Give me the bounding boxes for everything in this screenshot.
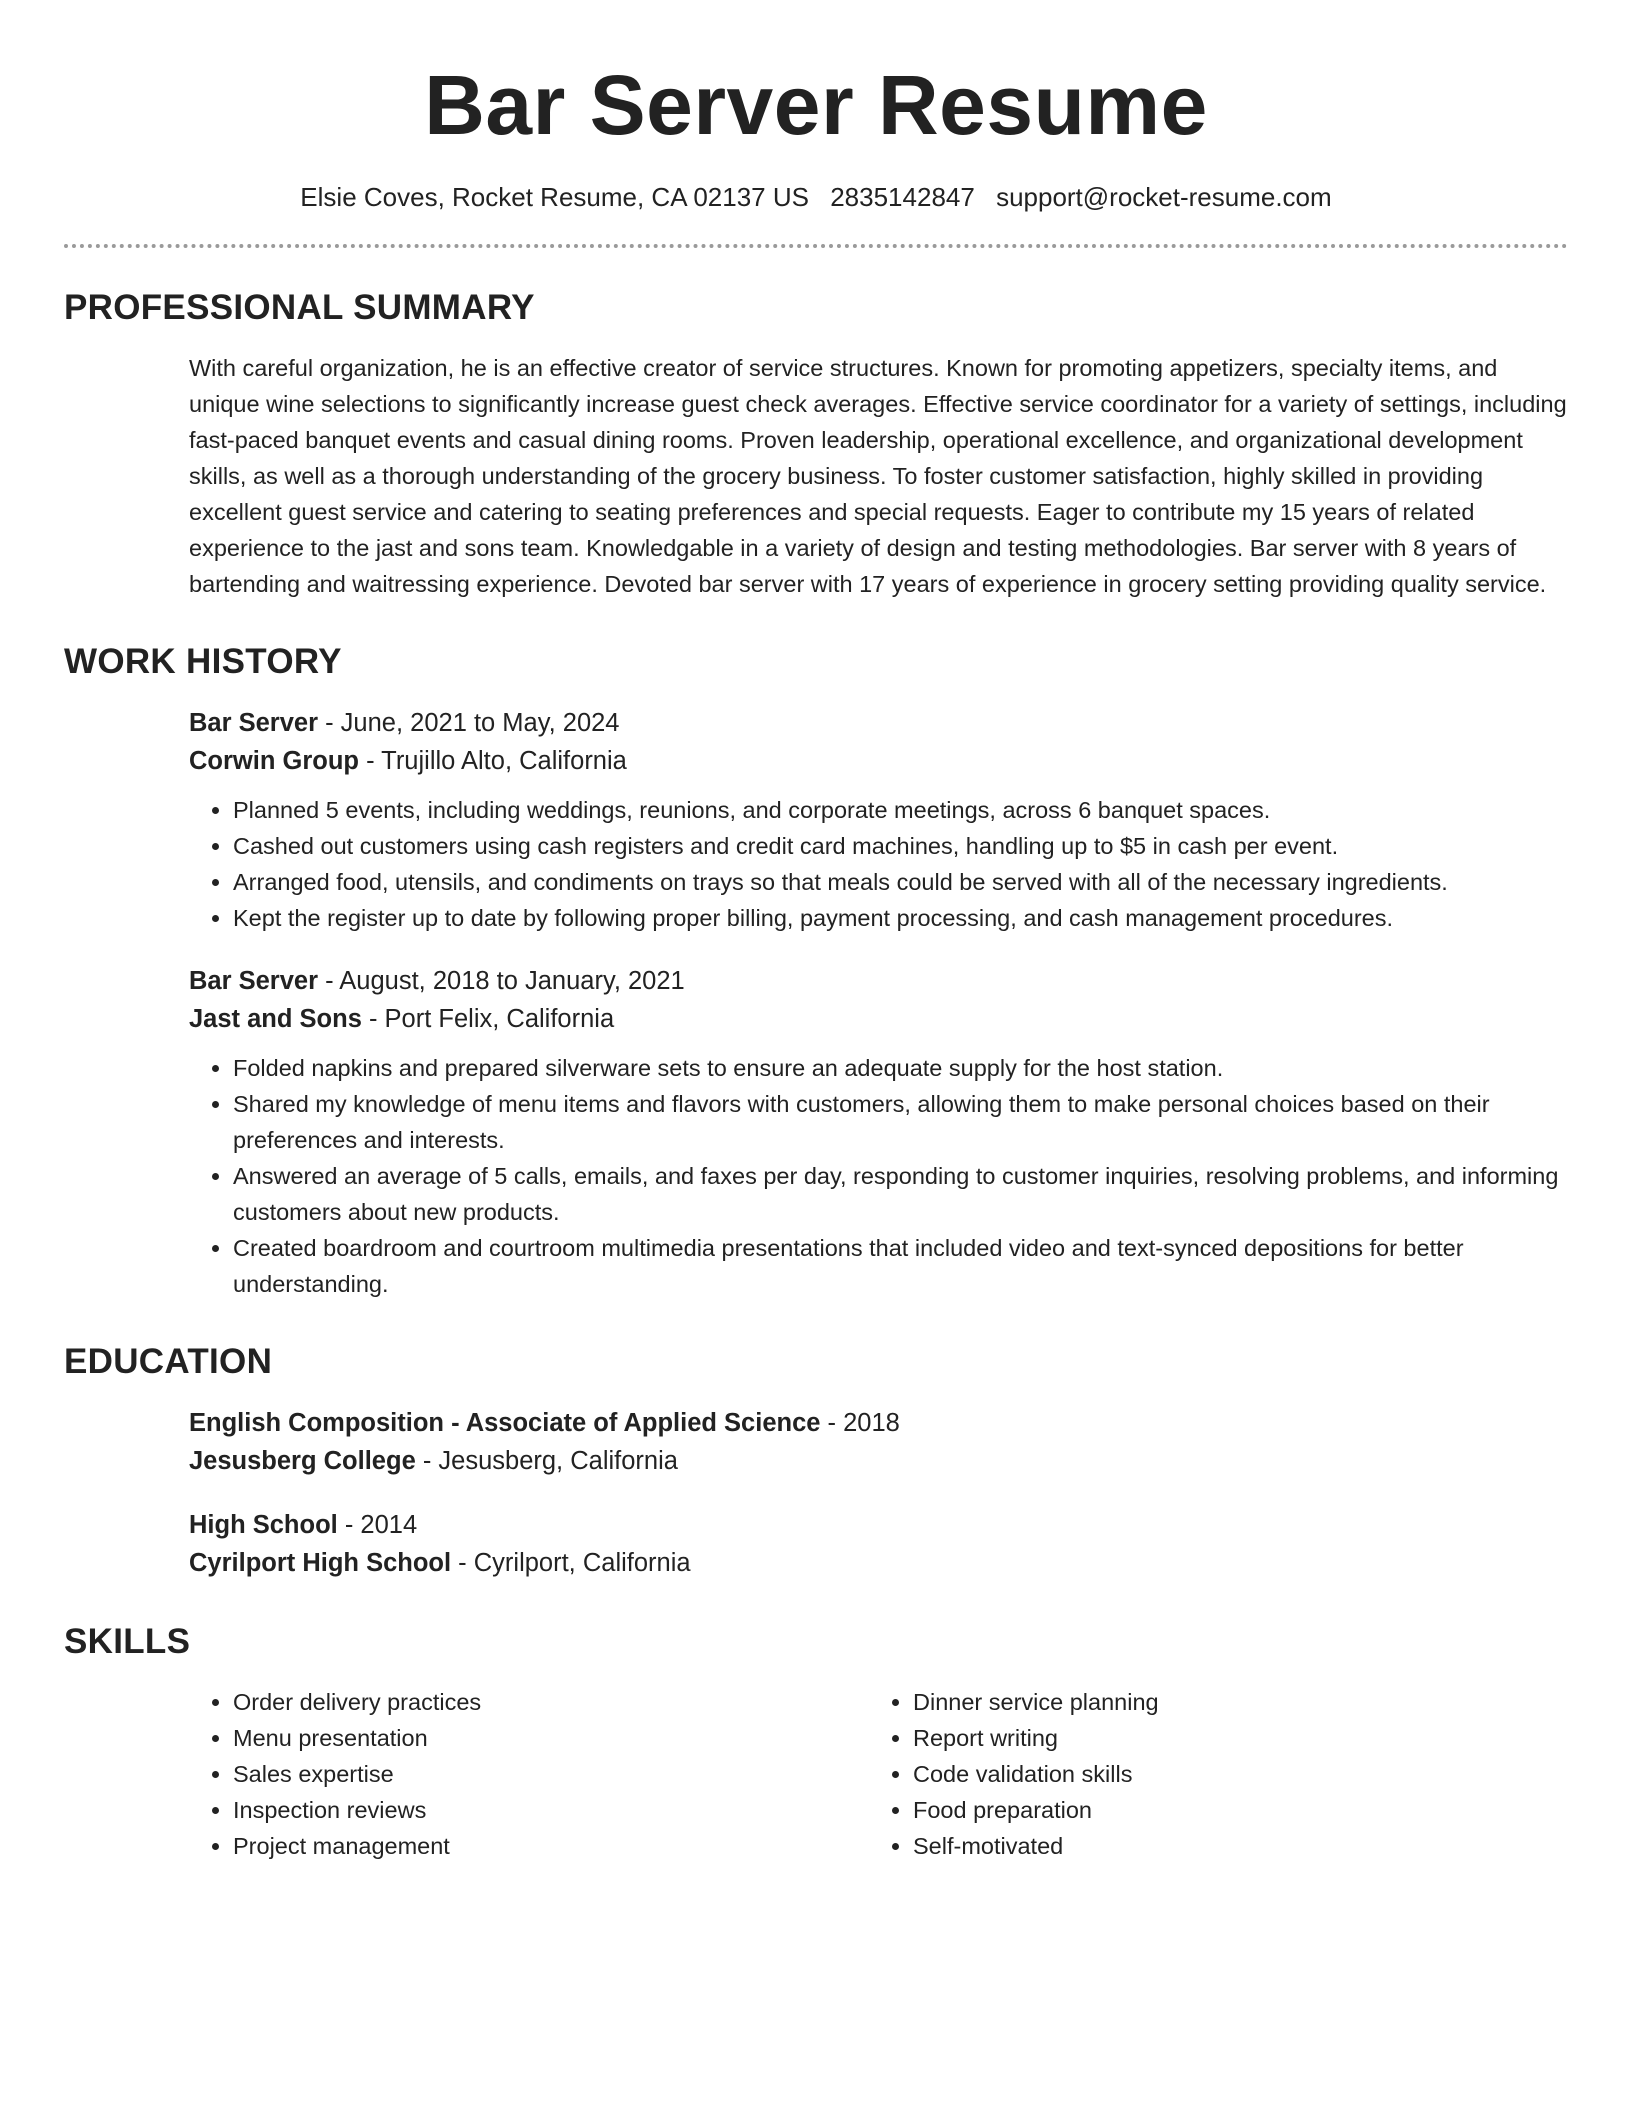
- education-location: - Jesusberg, California: [415, 1447, 678, 1475]
- list-item: • Kept the register up to date by following proper billing, payment processing, and cash management procedures.: [233, 900, 1568, 936]
- contact-phone: 2835142847: [830, 182, 975, 212]
- education-school-line: [189, 1442, 1568, 1480]
- skills-section: [64, 1622, 1568, 1864]
- job-title-line: [189, 704, 1568, 742]
- work-body: [189, 704, 1568, 1302]
- education-school: Jesusberg College: [189, 1447, 416, 1475]
- education-school: Cyrilport High School: [189, 1549, 452, 1577]
- job-entry: [189, 962, 1568, 1302]
- work-heading: WORK HISTORY: [64, 642, 342, 681]
- list-item: • Shared my knowledge of menu items and flavors with customers, allowing them to make personal choices based on their preferences and interests.: [233, 1086, 1568, 1158]
- job-entry: [189, 704, 1568, 936]
- education-degree: High School: [189, 1511, 338, 1539]
- education-school-line: [189, 1544, 1568, 1582]
- skills-list-right: [869, 1684, 1549, 1864]
- education-entry: [189, 1404, 1568, 1480]
- list-item: • Code validation skills: [913, 1756, 1549, 1792]
- summary-heading: PROFESSIONAL SUMMARY: [64, 288, 535, 327]
- education-year: - 2014: [337, 1511, 418, 1539]
- list-item: • Arranged food, utensils, and condiments on trays so that meals could be served with all of the necessary ingredients.: [233, 864, 1568, 900]
- list-item: • Food preparation: [913, 1792, 1549, 1828]
- summary-body: [189, 350, 1568, 602]
- job-company-line: [189, 1000, 1568, 1038]
- contact-line: [64, 180, 1568, 214]
- job-company-line: [189, 742, 1568, 780]
- resume-header: [64, 0, 1568, 214]
- list-item: • Cashed out customers using cash registers and credit card machines, handling up to $5 in cash per event.: [233, 828, 1568, 864]
- education-degree-line: [189, 1404, 1568, 1442]
- header-divider: [64, 244, 1568, 248]
- job-title: Bar Server: [189, 967, 319, 995]
- job-dates: - August, 2018 to January, 2021: [318, 967, 685, 995]
- contact-email: support@rocket-resume.com: [996, 182, 1332, 212]
- list-item: • Dinner service planning: [913, 1684, 1549, 1720]
- list-item: • Project management: [233, 1828, 869, 1864]
- list-item: • Order delivery practices: [233, 1684, 869, 1720]
- skills-body: [189, 1684, 1568, 1864]
- education-heading: EDUCATION: [64, 1342, 273, 1381]
- job-company: Corwin Group: [189, 747, 359, 775]
- list-item: • Report writing: [913, 1720, 1549, 1756]
- job-location: - Trujillo Alto, California: [358, 747, 627, 775]
- education-section: [64, 1342, 1568, 1582]
- job-title: Bar Server: [189, 709, 319, 737]
- list-item: • Self-motivated: [913, 1828, 1549, 1864]
- education-body: [189, 1404, 1568, 1582]
- list-item: • Planned 5 events, including weddings, reunions, and corporate meetings, across 6 banquet spaces.: [233, 792, 1568, 828]
- education-degree: English Composition - Associate of Applied Science: [189, 1409, 821, 1437]
- work-section: [64, 642, 1568, 1302]
- education-location: - Cyrilport, California: [451, 1549, 691, 1577]
- list-item: • Sales expertise: [233, 1756, 869, 1792]
- list-item: • Inspection reviews: [233, 1792, 869, 1828]
- job-location: - Port Felix, California: [361, 1005, 615, 1033]
- job-bullets: [189, 792, 1568, 936]
- job-title-line: [189, 962, 1568, 1000]
- education-year: - 2018: [820, 1409, 900, 1437]
- skills-list-left: [189, 1684, 869, 1864]
- contact-address: Elsie Coves, Rocket Resume, CA 02137 US: [300, 182, 809, 212]
- job-company: Jast and Sons: [189, 1005, 362, 1033]
- education-degree-line: [189, 1506, 1568, 1544]
- summary-section: [64, 288, 1568, 602]
- education-entry: [189, 1506, 1568, 1582]
- list-item: • Folded napkins and prepared silverware sets to ensure an adequate supply for the host station.: [233, 1050, 1568, 1086]
- job-bullets: [189, 1050, 1568, 1302]
- job-dates: - June, 2021 to May, 2024: [318, 709, 620, 737]
- skills-heading: SKILLS: [64, 1622, 191, 1661]
- summary-text: With careful organization, he is an effective creator of service structures. Known for promoting appetizers, specialty items, and unique wine selections to significantly increase guest check averages. Effective service coordinator for a variety of settings, including fast-paced banquet events and casual dining rooms. Proven leadership, operational excellence, and organizational development skills, as well as a thorough understanding of the grocery business. To foster customer satisfaction, highly skilled in providing excellent guest service and catering to seating preferences and special requests. Eager to contribute my 15 years of related experience to the jast and sons team. Knowledgable in a variety of design and testing methodologies. Bar server with 8 years of bartending and waitressing experience. Devoted bar server with 17 years of experience in grocery setting providing quality service.: [189, 355, 1567, 597]
- page-title: Bar Server Resume: [424, 58, 1208, 152]
- list-item: • Answered an average of 5 calls, emails, and faxes per day, responding to customer inquiries, resolving problems, and informing customers about new products.: [233, 1158, 1568, 1230]
- list-item: • Menu presentation: [233, 1720, 869, 1756]
- list-item: • Created boardroom and courtroom multimedia presentations that included video and text-synced depositions for better understanding.: [233, 1230, 1568, 1302]
